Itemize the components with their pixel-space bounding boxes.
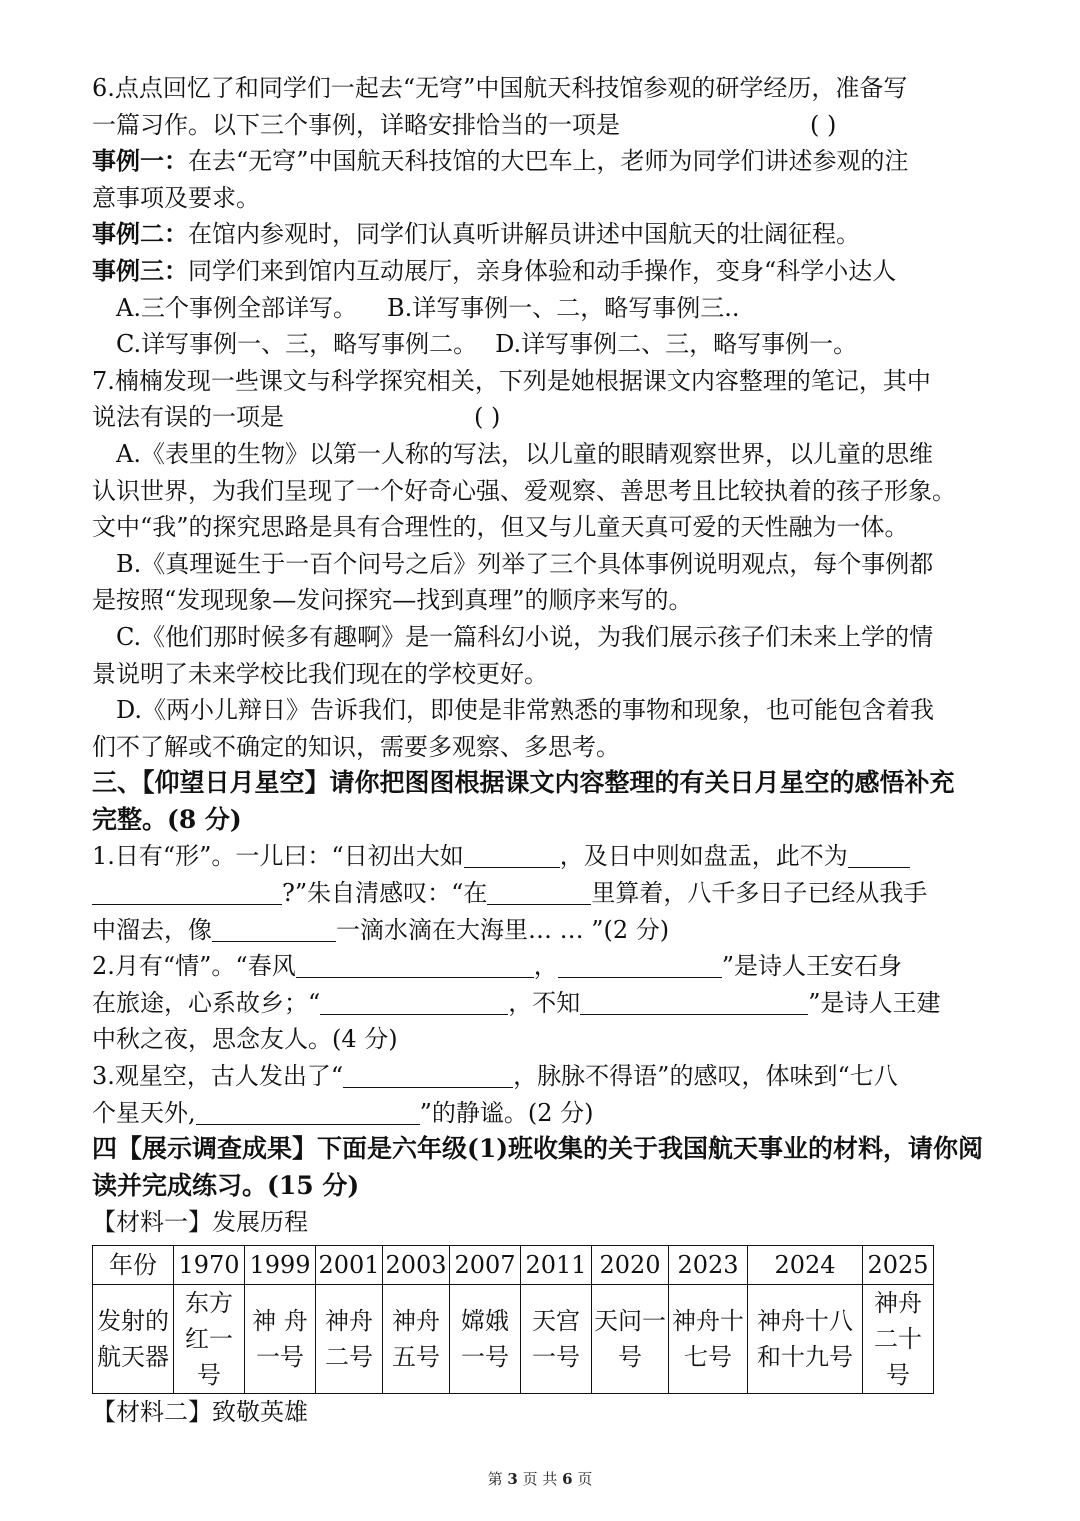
table-cell: 天问一号 bbox=[592, 1285, 669, 1394]
s3-q3-line2: 个星天外, ”的静谧。(2 分) bbox=[92, 1098, 594, 1127]
document-page bbox=[92, 70, 992, 1431]
q6-line2: 一篇习作。以下三个事例，详略安排恰当的一项是 ( ) bbox=[92, 110, 837, 139]
blank-field[interactable] bbox=[848, 841, 910, 868]
table-row bbox=[93, 1285, 934, 1394]
s3-q1-line2: ?”朱自清感叹：“在 里算着，八千多日子已经从我手 bbox=[92, 875, 992, 912]
table-cell: 东方红一号 bbox=[174, 1285, 245, 1394]
table-cell: 嫦娥一号 bbox=[450, 1285, 521, 1394]
q6-example1-cont: 意事项及要求。 bbox=[92, 183, 260, 212]
section3-heading-cont: 完整。(8 分) bbox=[92, 804, 242, 834]
table-cell: 1999 bbox=[245, 1246, 316, 1285]
q7-option-a3: 文中“我”的探究思路是具有合理性的，但又与儿童天真可爱的天性融为一体。 bbox=[92, 513, 909, 542]
table-cell: 2023 bbox=[669, 1246, 748, 1285]
material1-title: 【材料一】发展历程 bbox=[92, 1208, 308, 1237]
blank-field[interactable] bbox=[320, 988, 508, 1015]
page-number: 3 bbox=[507, 1470, 518, 1488]
q7-line2: 说法有误的一项是 ( ) bbox=[92, 403, 501, 432]
history-table bbox=[92, 1245, 934, 1394]
blank-field[interactable] bbox=[296, 951, 534, 978]
blank-field[interactable] bbox=[92, 878, 282, 905]
q7-option-a2: 认识世界，为我们呈现了一个好奇心强、爱观察、善思考且比较执着的孩子形象。 bbox=[92, 476, 956, 505]
table-header-cell: 年份 bbox=[93, 1246, 174, 1285]
s3-q2-line3: 中秋之夜，思念友人。(4 分) bbox=[92, 1025, 398, 1054]
blank-field[interactable] bbox=[487, 878, 591, 905]
q7-option-d1: D.《两小儿辩日》告诉我们，即使是非常熟悉的事物和现象，也可能包含着我 bbox=[116, 696, 935, 725]
page-footer: 第 3 页 共 6 页 bbox=[487, 1470, 593, 1488]
table-cell: 2003 bbox=[383, 1246, 450, 1285]
blank-field[interactable] bbox=[212, 915, 336, 942]
q6-example3: 事例三：同学们来到馆内互动展厅，亲身体验和动手操作，变身“科学小达人 bbox=[92, 255, 897, 285]
q7-option-d2: 们不了解或不确定的知识，需要多观察、多思考。 bbox=[92, 732, 620, 761]
material2-title: 【材料二】致敬英雄 bbox=[92, 1398, 308, 1426]
table-cell: 1970 bbox=[174, 1246, 245, 1285]
q7-option-b1: B.《真理诞生于一百个问号之后》列举了三个具体事例说明观点，每个事例都 bbox=[116, 549, 934, 578]
q7-line1: 7.楠楠发现一些课文与科学探究相关，下列是她根据课文内容整理的笔记，其中 bbox=[92, 366, 931, 395]
q6-option-c: C.详写事例一、三，略写事例二。 bbox=[116, 330, 478, 359]
s3-q1-line3: 中溜去，像 一滴水滴在大海里… … ”(2 分) bbox=[92, 915, 670, 944]
q6-option-d: D.详写事例二、三，略写事例一。 bbox=[495, 330, 858, 359]
table-row bbox=[93, 1246, 934, 1285]
table-cell: 神舟五号 bbox=[383, 1285, 450, 1394]
table-cell: 2024 bbox=[748, 1246, 863, 1285]
table-cell: 天宫一号 bbox=[521, 1285, 592, 1394]
q7-answer-paren: ( ) bbox=[474, 403, 501, 432]
table-header-cell: 发射的航天器 bbox=[93, 1285, 174, 1394]
table-cell: 2001 bbox=[316, 1246, 383, 1285]
q7-option-a1: A.《表里的生物》以第一人称的写法，以儿童的眼睛观察世界，以儿童的思维 bbox=[116, 439, 933, 468]
table-cell: 2025 bbox=[863, 1246, 934, 1285]
s3-q3-line1: 3.观星空，古人发出了“ ，脉脉不得语”的感叹，体味到“七八 bbox=[92, 1062, 898, 1091]
section4-heading: 四【展示调查成果】下面是六年级(1)班收集的关于我国航天事业的材料，请你阅 bbox=[92, 1134, 984, 1164]
table-cell: 2011 bbox=[521, 1246, 592, 1285]
table-cell: 神舟二十号 bbox=[863, 1285, 934, 1394]
q7-option-c1: C.《他们那时候多有趣啊》是一篇科幻小说，为我们展示孩子们未来上学的情 bbox=[116, 622, 934, 651]
section3-heading: 三、【仰望日月星空】请你把图图根据课文内容整理的有关日月星空的感悟补充 bbox=[92, 768, 955, 798]
blank-field[interactable] bbox=[196, 1098, 420, 1125]
table-cell: 神舟十八和十九号 bbox=[748, 1285, 863, 1394]
q6-option-b: B.详写事例一、二，略写事例三.. bbox=[386, 293, 740, 322]
blank-field[interactable] bbox=[558, 951, 722, 978]
section4-heading-cont: 读并完成练习。(15 分) bbox=[92, 1170, 360, 1200]
q7-option-c2: 景说明了未来学校比我们现在的学校更好。 bbox=[92, 659, 548, 688]
q6-example2: 事例二：在馆内参观时，同学们认真听讲解员讲述中国航天的壮阔征程。 bbox=[92, 219, 860, 249]
table-cell: 2007 bbox=[450, 1246, 521, 1285]
blank-field[interactable] bbox=[343, 1061, 513, 1088]
q6-example1: 事例一：在去“无穹”中国航天科技馆的大巴车上，老师为同学们讲述参观的注 bbox=[92, 146, 909, 176]
q7-option-b2: 是按照“发现现象—发问探究—找到真理”的顺序来写的。 bbox=[92, 586, 693, 615]
page-total: 6 bbox=[562, 1470, 573, 1488]
q6-line1: 6.点点回忆了和同学们一起去“无穹”中国航天科技馆参观的研学经历，准备写 bbox=[92, 74, 908, 102]
s3-q2-line1: 2.月有“情”。“春风 ， ”是诗人王安石身 bbox=[92, 952, 902, 981]
q6-option-a: A.三个事例全部详写。 bbox=[116, 293, 357, 322]
table-cell: 2020 bbox=[592, 1246, 669, 1285]
blank-field[interactable] bbox=[580, 988, 808, 1015]
s3-q1-line1: 1.日有“形”。一儿曰：“日初出大如 ，及日中则如盘盂，此不为 bbox=[92, 838, 992, 875]
table-cell: 神舟二号 bbox=[316, 1285, 383, 1394]
table-cell: 神 舟一号 bbox=[245, 1285, 316, 1394]
q6-options-ab bbox=[92, 290, 992, 327]
q6-answer-paren: ( ) bbox=[810, 110, 837, 139]
q6-options-cd bbox=[92, 326, 992, 363]
blank-field[interactable] bbox=[464, 841, 560, 868]
table-cell: 神舟十七号 bbox=[669, 1285, 748, 1394]
s3-q2-line2: 在旅途，心系故乡；“ ，不知 ”是诗人王建 bbox=[92, 988, 941, 1017]
